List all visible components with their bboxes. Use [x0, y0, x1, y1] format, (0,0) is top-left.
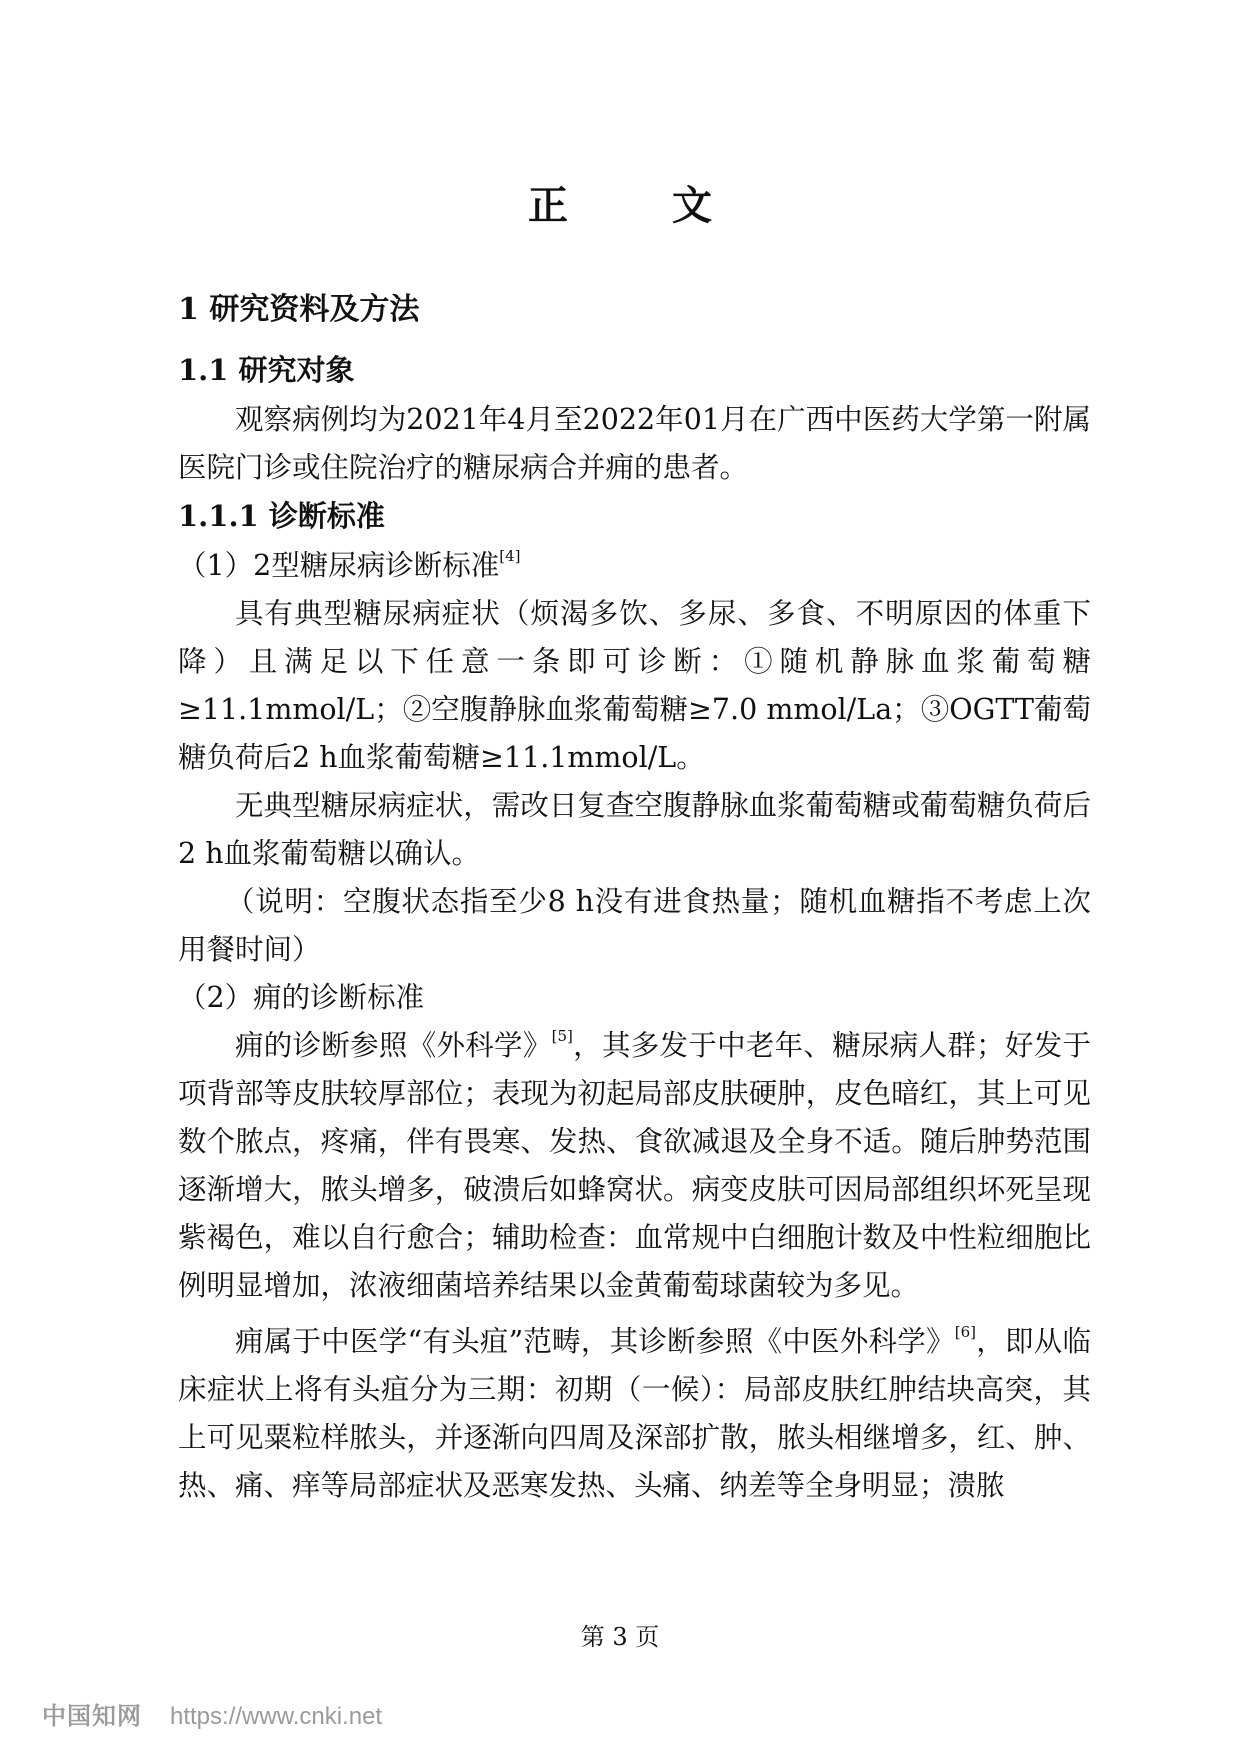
citation-4: [4]: [499, 546, 521, 565]
carbuncle-western-paragraph: [178, 1022, 1091, 1310]
document-body: [178, 290, 1091, 1510]
citation-6: [6]: [954, 1322, 976, 1341]
intro-paragraph: 观察病例均为2021年4月至2022年01月在广西中医药大学第一附属医院门诊或住院治疗的糖尿病合并痈的患者。: [178, 403, 1091, 484]
cnki-watermark: [42, 1702, 382, 1732]
section-heading-1-1-1: 1.1.1 诊断标准: [178, 499, 385, 533]
section-heading-1: 1 研究资料及方法: [178, 292, 420, 327]
subsection-diabetes-label: [178, 542, 1091, 590]
document-title: 正 文: [528, 182, 744, 229]
citation-5: [5]: [551, 1026, 573, 1045]
carbuncle-tcm-text-a: 痈属于中医学“有头疽”范畴，其诊断参照《中医外科学》: [235, 1325, 955, 1358]
carbuncle-tcm-text-b: ，即从临床症状上将有头疽分为三期：初期（一候）：局部皮肤红肿结块高突，其上可见粟粒样脓头，并逐渐向四周及深部扩散，脓头相继增多，红、肿、热、痛、痒等局部症状及恶寒发热、头痛、纳差等全身明显；溃脓: [178, 1325, 1091, 1502]
page-number: 第 3 页: [580, 1623, 660, 1651]
carbuncle-western-text-b: ，其多发于中老年、糖尿病人群；好发于项背部等皮肤较厚部位；表现为初起局部皮肤硬肿，皮色暗红，其上可见数个脓点，疼痛，伴有畏寒、发热、食欲减退及全身不适。随后肿势范围逐渐增大，脓头增多，破溃后如蜂窝状。病变皮肤可因局部组织坏死呈现紫褐色，难以自行愈合；辅助检查：血常规中白细胞计数及中性粒细胞比例明显增加，浓液细菌培养结果以金黄葡萄球菌较为多见。: [178, 1029, 1091, 1302]
diabetes-note-paragraph: （说明：空腹状态指至少8 h没有进食热量；随机血糖指不考虑上次用餐时间）: [178, 885, 1091, 966]
subsection-diabetes-text: （1）2型糖尿病诊断标准: [178, 549, 500, 582]
diabetes-recheck-paragraph: 无典型糖尿病症状，需改日复查空腹静脉血浆葡萄糖或葡萄糖负荷后2 h血浆葡萄糖以确认。: [178, 789, 1091, 870]
section-heading-1-1: 1.1 研究对象: [178, 353, 355, 387]
diabetes-criteria-paragraph: 具有典型糖尿病症状（烦渴多饮、多尿、多食、不明原因的体重下降）且满足以下任意一条即可诊断：①随机静脉血浆葡萄糖≥11.1mmol/L；②空腹静脉血浆葡萄糖≥7.0 mmol/La；③OGTT葡萄糖负荷后2 h血浆葡萄糖≥11.1mmol/L。: [178, 597, 1091, 774]
cnki-logo-text: 中国知网: [42, 1703, 142, 1730]
subsection-carbuncle-label: （2）痈的诊断标准: [178, 981, 425, 1014]
carbuncle-western-text-a: 痈的诊断参照《外科学》: [235, 1029, 552, 1062]
cnki-url: https://www.cnki.net: [170, 1703, 383, 1730]
carbuncle-tcm-paragraph: [178, 1318, 1091, 1510]
